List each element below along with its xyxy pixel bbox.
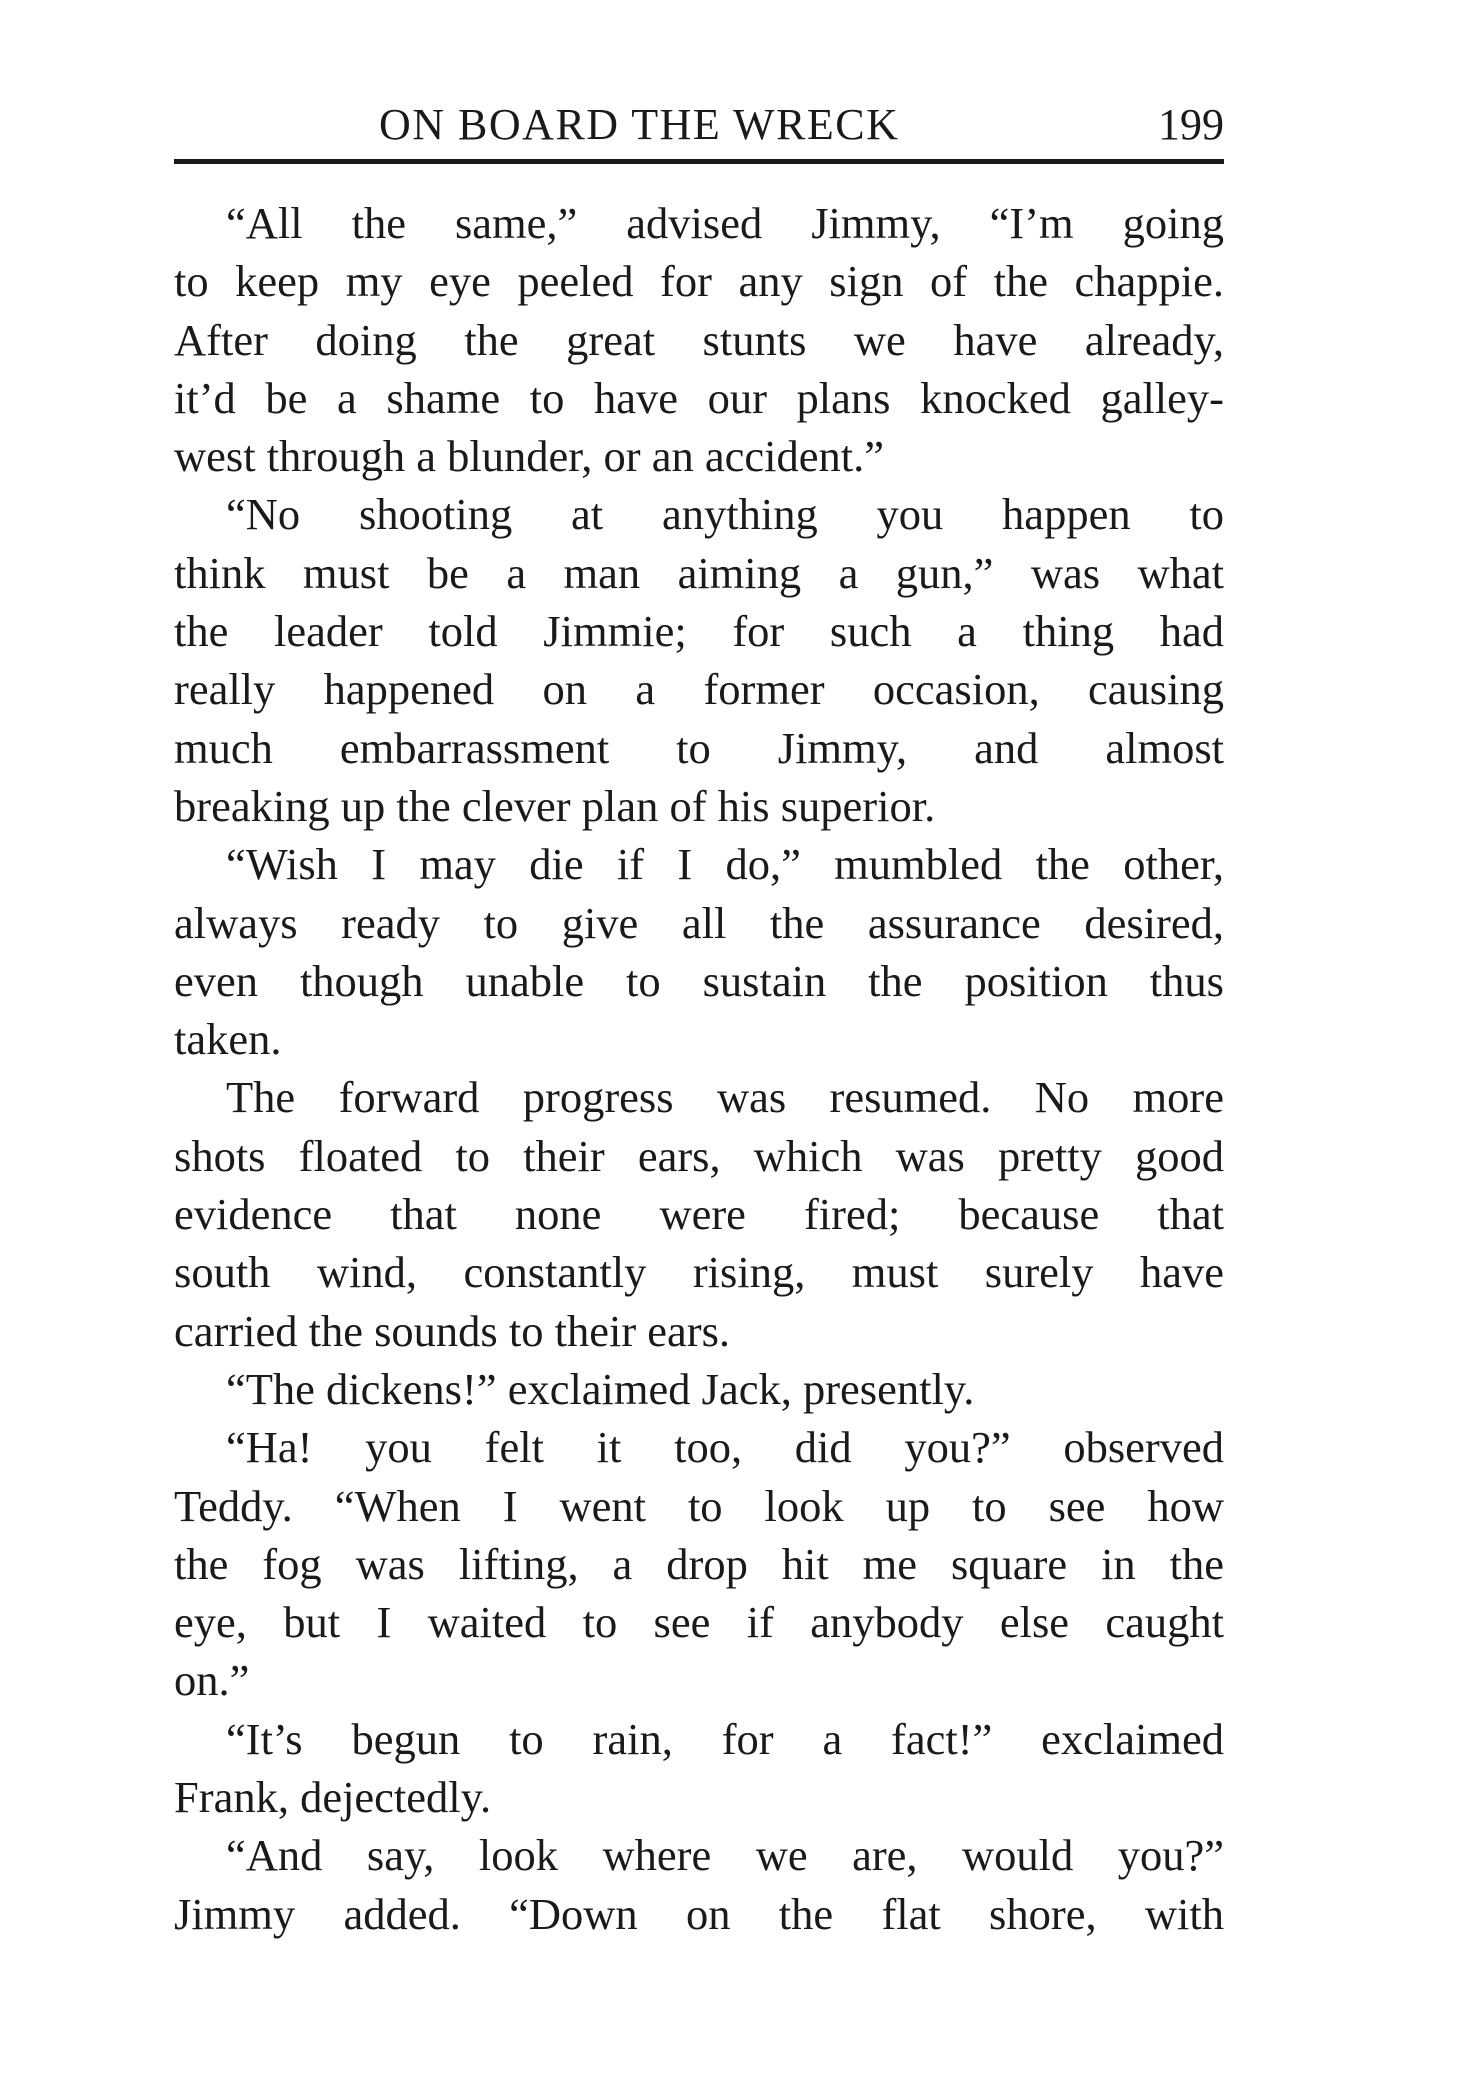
running-head-title: ON BOARD THE WRECK [379,100,900,149]
text-line: taken. [174,1014,282,1065]
running-head [174,95,1224,155]
text-line: to keep my eye peeled for any sign of the chappie. [174,256,1224,307]
text-line: south wind, constantly rising, must surely have [174,1247,1224,1298]
text-line: “Wish I may die if I do,” mumbled the other, [226,839,1224,890]
text-line: Jimmy added. “Down on the flat shore, with [174,1888,1224,1939]
text-line: Frank, dejectedly. [174,1772,492,1823]
header-rule [174,159,1224,164]
text-line: evidence that none were fired; because that [174,1189,1224,1240]
text-line: “All the same,” advised Jimmy, “I’m going [226,198,1224,248]
text-line: After doing the great stunts we have already, [174,314,1224,365]
text-line: “No shooting at anything you happen to [226,489,1224,540]
text-line: carried the sounds to their ears. [174,1305,731,1356]
text-line: the leader told Jimmie; for such a thing had [174,606,1224,657]
text-line: west through a blunder, or an accident.” [174,431,884,482]
text-line: think must be a man aiming a gun,” was what [174,547,1224,598]
body-text [174,194,1224,1943]
text-line: “The dickens!” exclaimed Jack, presently. [226,1363,975,1414]
text-line: the fog was lifting, a drop hit me square in the [174,1538,1224,1589]
text-line: always ready to give all the assurance desired, [174,897,1224,948]
text-line: breaking up the clever plan of his superior. [174,780,936,831]
text-line: it’d be a shame to have our plans knocked galley- [174,372,1224,423]
text-line: really happened on a former occasion, causing [174,664,1224,715]
text-line: even though unable to sustain the position thus [174,955,1224,1006]
text-line: shots floated to their ears, which was pretty good [174,1130,1224,1181]
text-line: The forward progress was resumed. No more [226,1072,1224,1123]
text-line: much embarrassment to Jimmy, and almost [174,722,1224,773]
book-page [174,95,1224,1943]
text-line: Teddy. “When I went to look up to see how [174,1480,1224,1531]
text-line: on.” [174,1655,250,1706]
text-line: “It’s begun to rain, for a fact!” exclaimed [226,1713,1224,1764]
text-line: “And say, look where we are, would you?” [226,1830,1224,1881]
page-number: 199 [1158,100,1224,149]
text-line: “Ha! you felt it too, did you?” observed [226,1422,1224,1473]
text-line: eye, but I waited to see if anybody else caught [174,1597,1224,1648]
